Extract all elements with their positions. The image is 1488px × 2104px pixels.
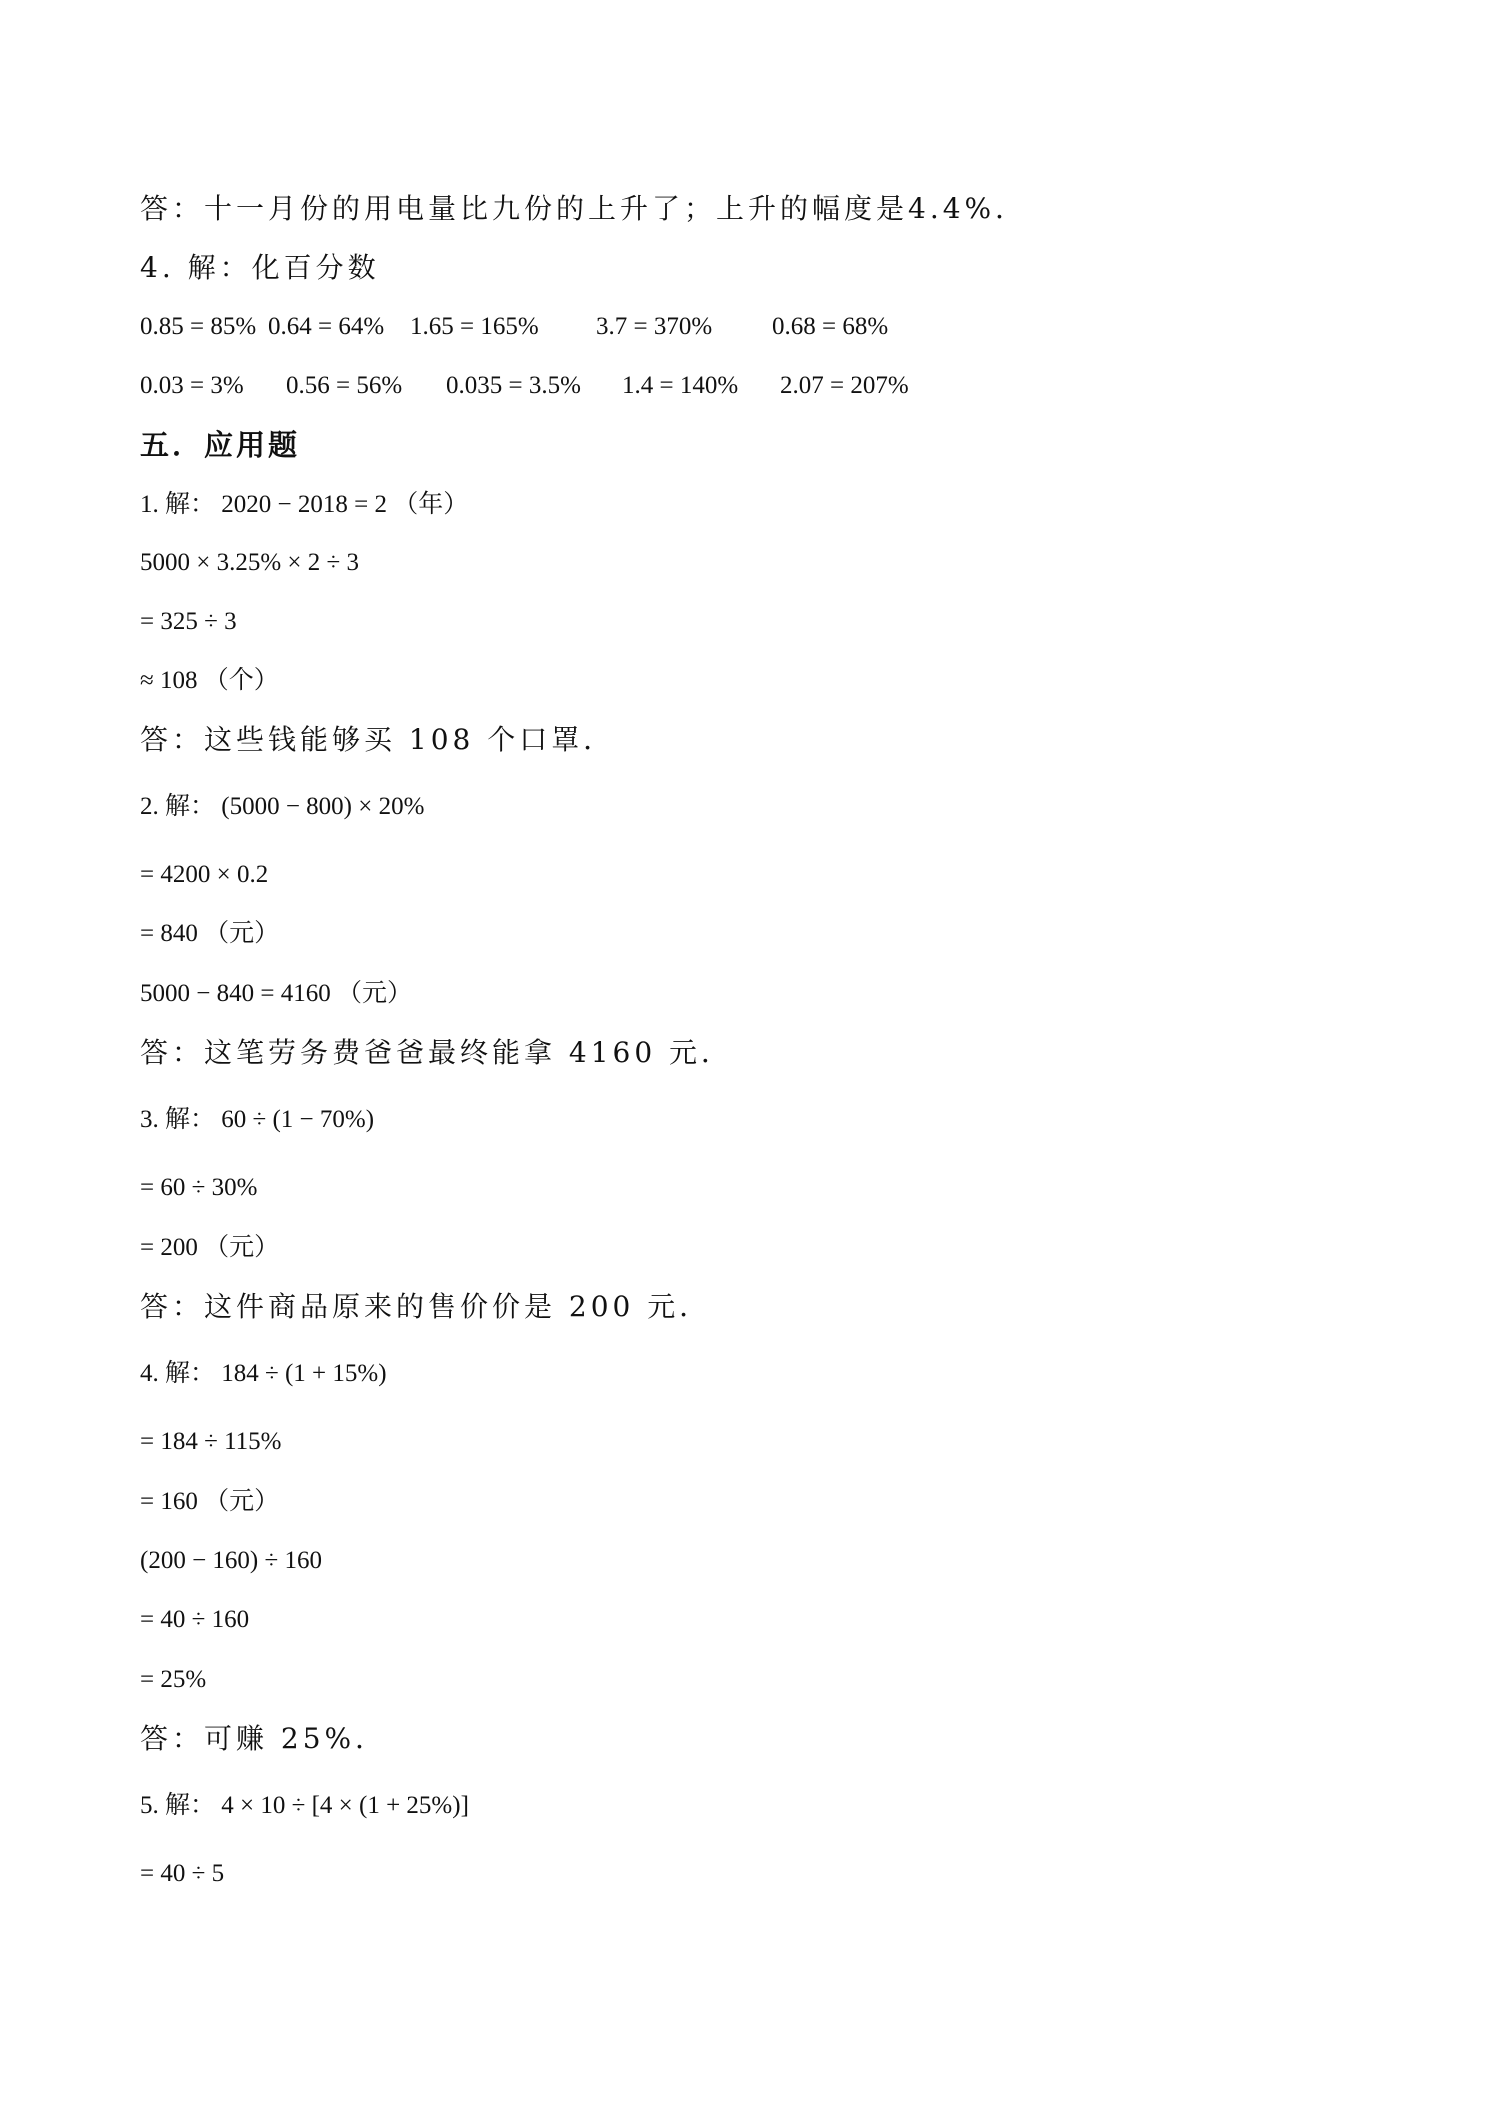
answer-3: 答：这件商品原来的售价价是 200 元． — [140, 1290, 712, 1323]
solution-1-step-1: 1. 解： 2020 − 2018 = 2 （年） — [140, 491, 469, 518]
answer-electricity: 答：十一月份的用电量比九份的上升了；上升的幅度是4.4%． — [140, 192, 1028, 225]
solution-3-step-2: = 60 ÷ 30% — [140, 1174, 258, 1201]
percent-item: 0.68 = 68% — [772, 313, 889, 340]
solution-4-step-3: = 160 （元） — [140, 1488, 280, 1515]
answer-1: 答：这些钱能够买 108 个口罩． — [140, 723, 616, 756]
answer-4: 答：可赚 25%． — [140, 1722, 388, 1755]
percent-item: 0.035 = 3.5% — [446, 372, 581, 399]
solution-1-step-4: ≈ 108 （个） — [140, 667, 279, 694]
solution-2-step-2: = 4200 × 0.2 — [140, 861, 269, 888]
solution-5-step-2: = 40 ÷ 5 — [140, 1860, 225, 1887]
percent-item: 3.7 = 370% — [596, 313, 713, 340]
section-heading: 五．应用题 — [140, 428, 301, 462]
percent-item: 2.07 = 207% — [780, 372, 909, 399]
solution-3-step-3: = 200 （元） — [140, 1234, 280, 1261]
solution-4-step-6: = 25% — [140, 1666, 207, 1693]
percent-item: 1.4 = 140% — [622, 372, 739, 399]
solution-4-step-1: 4. 解： 184 ÷ (1 + 15%) — [140, 1360, 387, 1387]
solution-1-step-3: = 325 ÷ 3 — [140, 608, 237, 635]
percent-item: 0.03 = 3% — [140, 372, 244, 399]
percent-item: 1.65 = 165% — [410, 313, 539, 340]
solution-4-step-5: = 40 ÷ 160 — [140, 1606, 250, 1633]
answer-2: 答：这笔劳务费爸爸最终能拿 4160 元． — [140, 1036, 734, 1069]
solution-4-step-2: = 184 ÷ 115% — [140, 1428, 282, 1455]
percent-item: 0.85 = 85% — [140, 313, 257, 340]
percent-item: 0.64 = 64% — [268, 313, 385, 340]
solution-2-step-3: = 840 （元） — [140, 920, 280, 947]
solution-3-step-1: 3. 解： 60 ÷ (1 − 70%) — [140, 1106, 375, 1133]
solution-2-step-4: 5000 − 840 = 4160 （元） — [140, 980, 412, 1007]
solution-5-step-1: 5. 解： 4 × 10 ÷ [4 × (1 + 25%)] — [140, 1792, 469, 1819]
percent-item: 0.56 = 56% — [286, 372, 403, 399]
solution-2-step-1: 2. 解： (5000 − 800) × 20% — [140, 793, 425, 820]
solution-4-header: 4. 解：化百分数 — [140, 251, 380, 284]
solution-1-step-2: 5000 × 3.25% × 2 ÷ 3 — [140, 549, 359, 576]
solution-4-step-4: (200 − 160) ÷ 160 — [140, 1547, 322, 1574]
